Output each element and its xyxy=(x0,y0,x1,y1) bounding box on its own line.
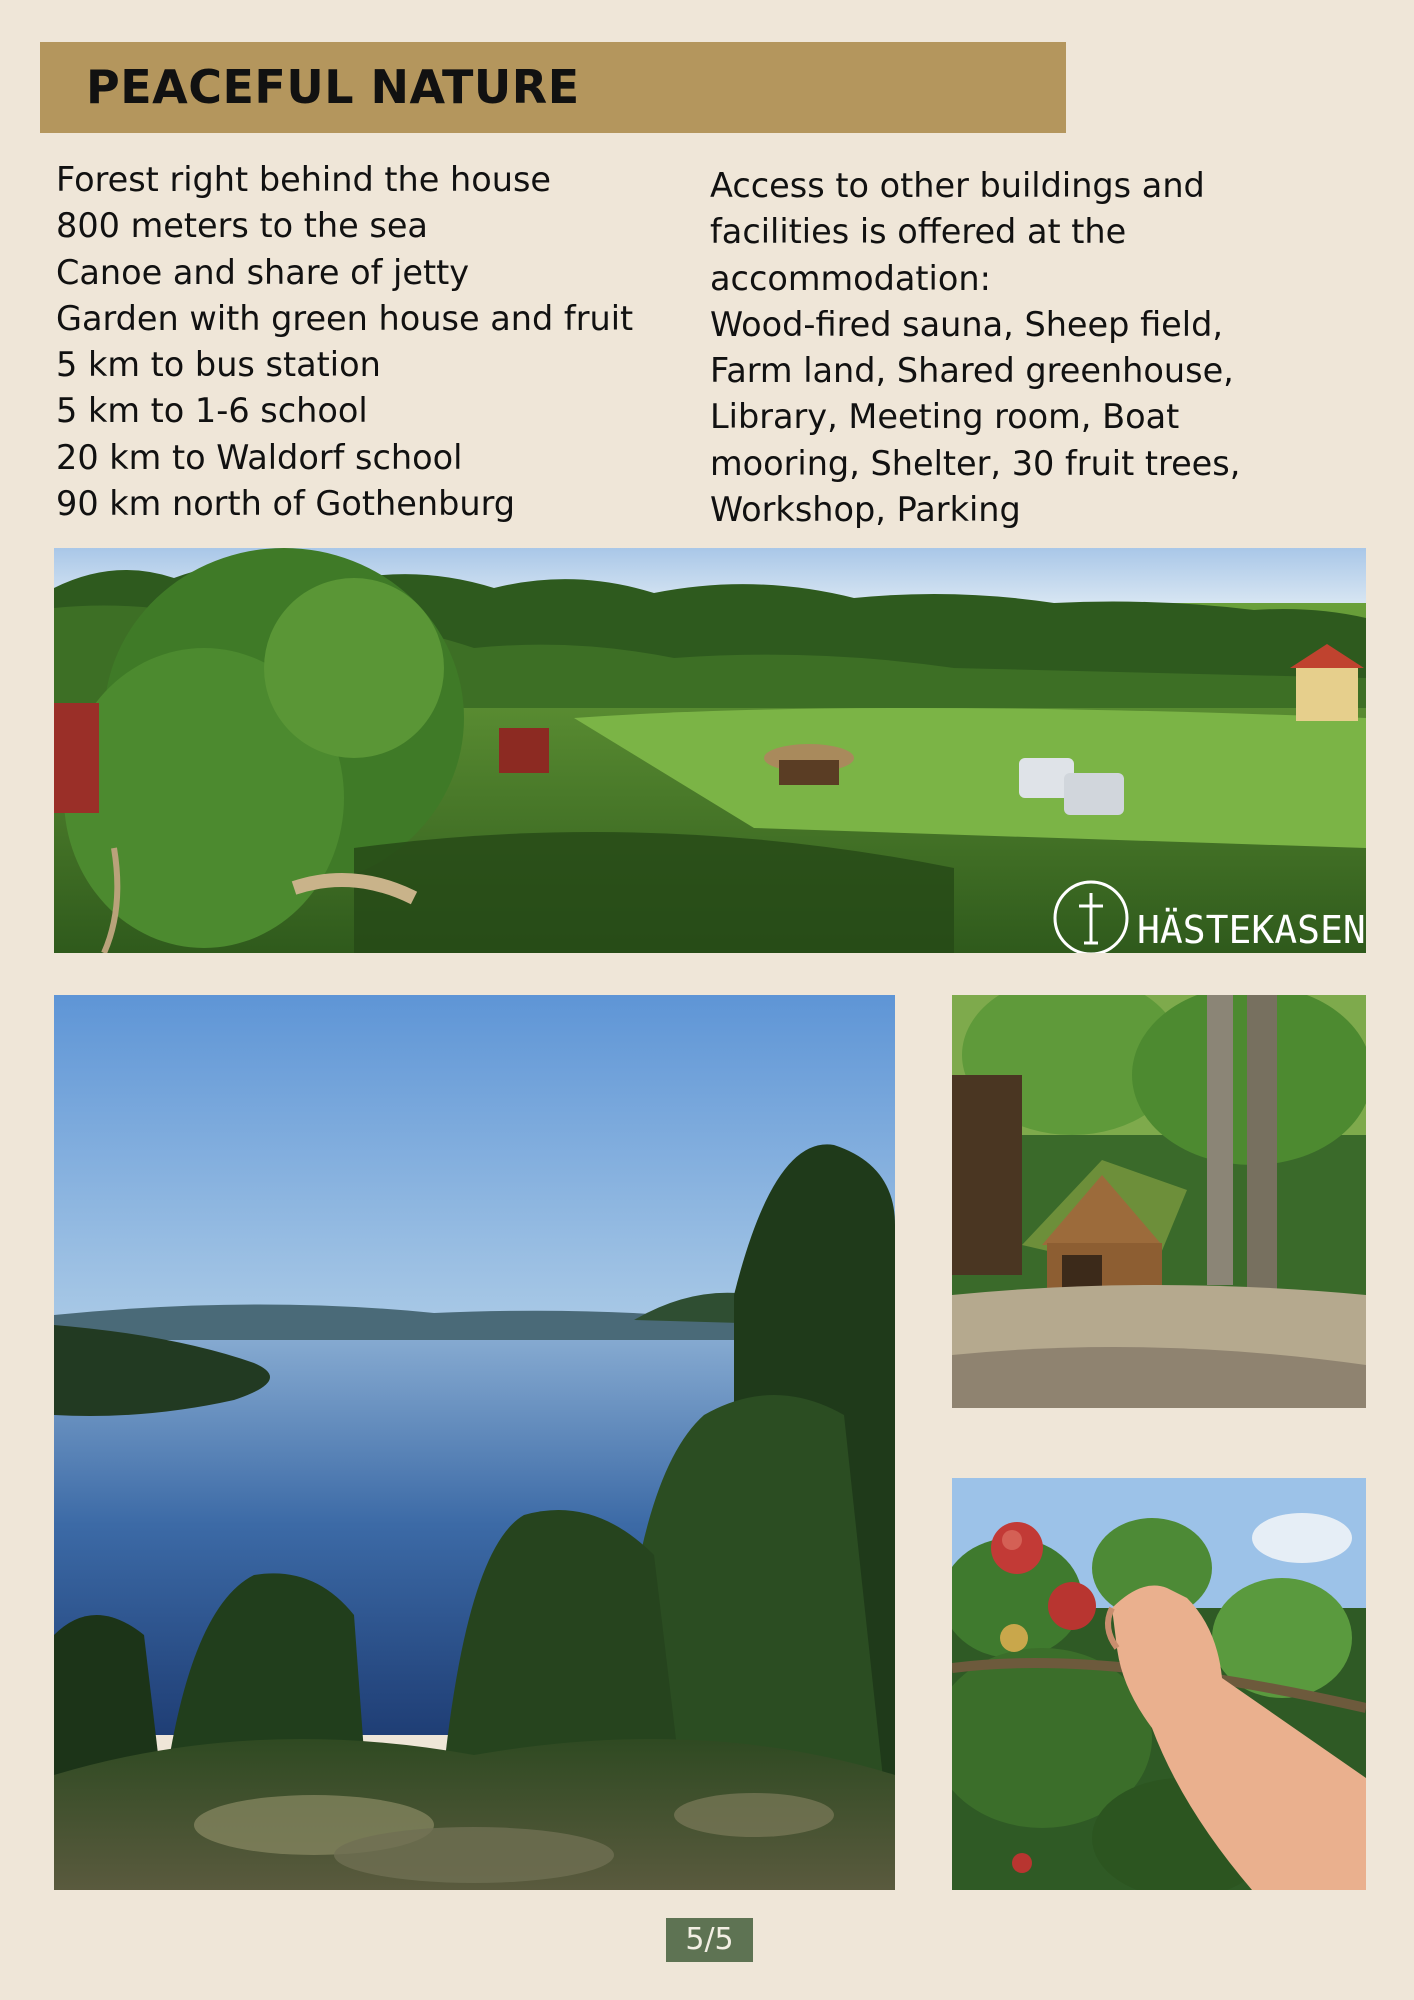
title-banner xyxy=(40,42,1066,133)
facilities-line: Library, Meeting room, Boat xyxy=(710,397,1180,437)
facilities-line: Wood-fired sauna, Sheep field, xyxy=(710,304,1224,344)
panorama-photo xyxy=(54,548,1366,953)
facilities-text xyxy=(710,163,1350,533)
feature-line: 5 km to bus station xyxy=(56,345,381,385)
facilities-line: Workshop, Parking xyxy=(710,490,1021,530)
feature-line: Canoe and share of jetty xyxy=(56,252,470,292)
page-title: PEACEFUL NATURE xyxy=(86,60,580,114)
facilities-line: Access to other buildings and xyxy=(710,166,1205,205)
facilities-line: Farm land, Shared greenhouse, xyxy=(710,351,1234,391)
apple-picking-photo xyxy=(952,1478,1366,1890)
forest-hut-photo xyxy=(952,995,1366,1408)
feature-line: 20 km to Waldorf school xyxy=(56,437,463,477)
facilities-line: accommodation: xyxy=(710,258,991,298)
feature-line: Forest right behind the house xyxy=(56,160,552,199)
facilities-line: mooring, Shelter, 30 fruit trees, xyxy=(710,443,1241,483)
feature-line: 800 meters to the sea xyxy=(56,206,428,246)
feature-line: Garden with green house and fruit xyxy=(56,298,634,338)
lake-photo xyxy=(54,995,895,1890)
features-list xyxy=(56,157,676,527)
page-number-badge: 5/5 xyxy=(666,1918,753,1962)
feature-line: 90 km north of Gothenburg xyxy=(56,484,516,524)
feature-line: 5 km to 1-6 school xyxy=(56,391,368,431)
logo-text: HÄSTEKASEN xyxy=(1137,908,1366,952)
facilities-line: facilities is offered at the xyxy=(710,212,1127,252)
